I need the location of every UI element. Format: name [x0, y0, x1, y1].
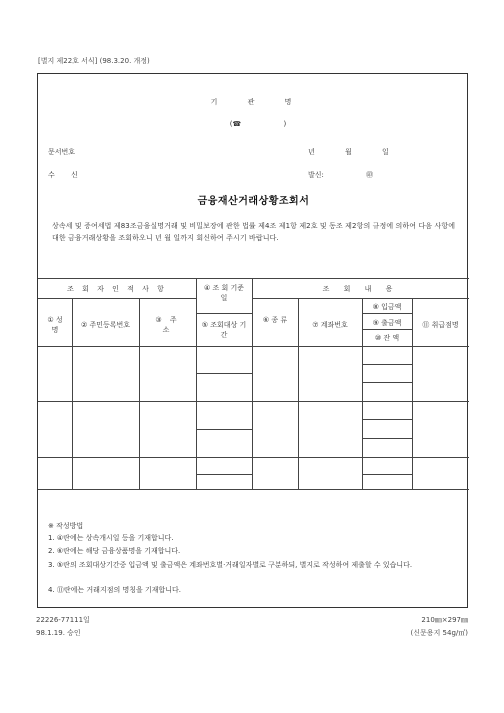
branch-column-header: ⑪ 취급점명	[422, 321, 459, 329]
paper-type: (신문용지 54g/㎡)	[410, 629, 468, 637]
withdraw-column-header: ⑨ 출금액	[372, 319, 402, 327]
account-column-header: ⑦ 계좌번호	[312, 321, 348, 329]
base-date-column-header: ④ 조 회 기준일	[204, 284, 244, 302]
content-group-header: 조 회 내 용	[322, 285, 399, 293]
phone-label: (☎ )	[229, 120, 287, 128]
instruction-item: 1. ④란에는 상속개시일 등을 기재합니다.	[48, 534, 174, 542]
address-column-header: ③ 주 소	[155, 316, 180, 334]
instructions-heading: ※ 작성방법	[48, 522, 84, 530]
subject-group-header: 조 회 자 인 적 사 항	[67, 285, 167, 293]
request-body: 상속세 및 증여세법 제83조금융실명거래 및 비밀보장에 관한 법률 제4조 제1항 제2호 및 동조 제2항의 규정에 의하여 다음 사항에 대한 금융거래상황을 조회하오니 년 월 일까지 회신하여 주시기 바랍니다.	[52, 222, 456, 242]
period-column-header: ⑤ 조회대상 기 간	[201, 321, 247, 339]
approval-date: 98.1.19. 승인	[36, 629, 81, 637]
paper-size: 210㎜×297㎜	[421, 616, 468, 624]
balance-column-header: ⑩ 잔 액	[374, 334, 400, 342]
form-reference-note: [별지 제22호 서식] (98.3.20. 개정)	[38, 57, 150, 65]
instruction-item: 3. ⑤란의 조회대상기간중 입금액 및 출금액은 계좌번호별·거래일자별로 구분하되, 별지로 작성하여 제출할 수 있습니다.	[48, 561, 413, 569]
form-code: 22226-77111일	[36, 616, 90, 624]
document-title: 금융재산거래상황조회서	[197, 196, 310, 207]
type-column-header: ⑥ 종 류	[262, 316, 288, 324]
doc-number-label: 문서번호	[48, 148, 76, 156]
deposit-column-header: ⑧ 입금액	[372, 303, 402, 311]
name-column-header: ① 성 명	[47, 316, 63, 334]
recipient-label: 수 신	[48, 171, 78, 179]
instruction-item: 4. ⑪란에는 거래지점의 명칭을 기재합니다.	[48, 586, 181, 594]
form-frame	[37, 73, 468, 608]
sender-label: 발신: ㊞	[308, 171, 374, 179]
agency-name-label: 기 관 명	[210, 98, 306, 106]
date-label: 년 월 일	[308, 148, 389, 156]
reg-number-column-header: ② 주민등록번호	[80, 321, 131, 329]
instruction-item: 2. ⑥란에는 해당 금융상품명을 기재합니다.	[48, 547, 181, 555]
